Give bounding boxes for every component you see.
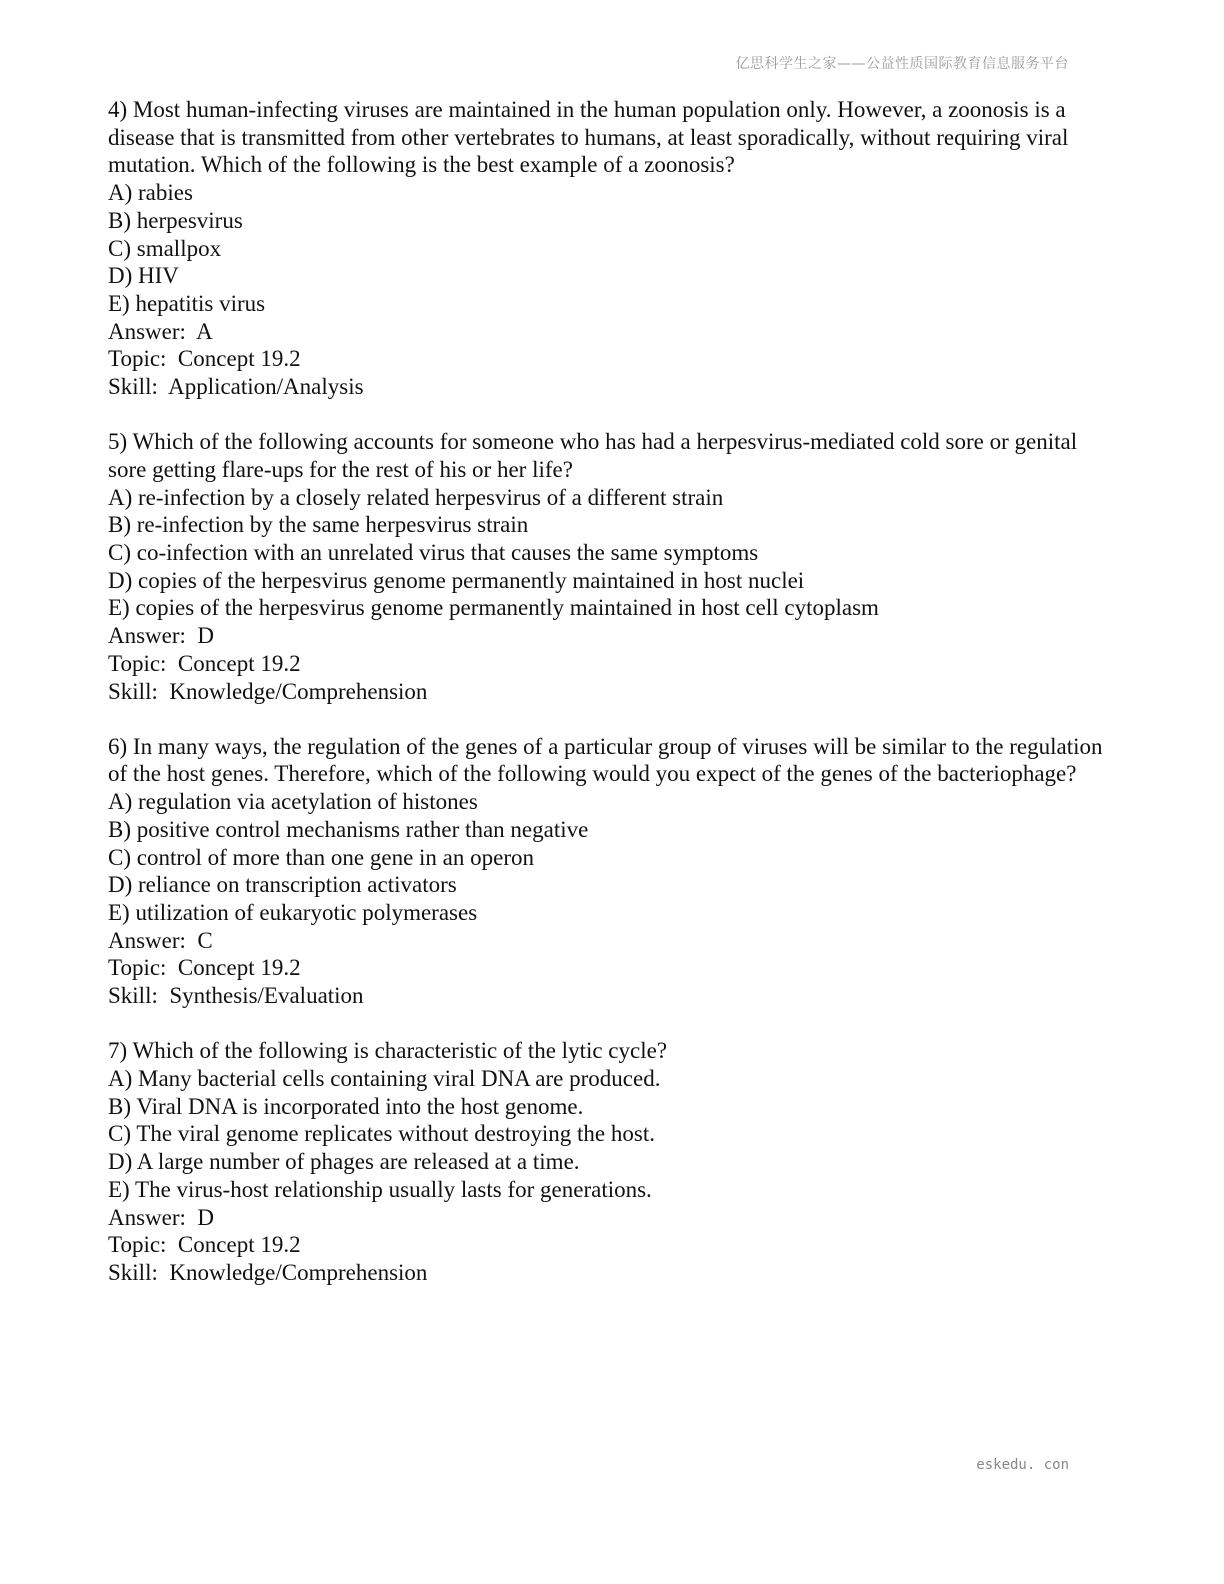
topic: Topic: Concept 19.2 <box>108 346 301 372</box>
option-a: A) regulation via acetylation of histones <box>108 789 478 815</box>
option-e: E) The virus-host relationship usually lasts for generations. <box>108 1176 652 1202</box>
question-list <box>108 96 1108 1314</box>
option-c: C) The viral genome replicates without destroying the host. <box>108 1121 655 1147</box>
option-d: D) reliance on transcription activators <box>108 872 457 898</box>
topic: Topic: Concept 19.2 <box>108 650 301 676</box>
option-a: A) Many bacterial cells containing viral DNA are produced. <box>108 1066 661 1091</box>
topic: Topic: Concept 19.2 <box>108 1232 301 1258</box>
option-b: B) Viral DNA is incorporated into the host genome. <box>108 1093 584 1119</box>
option-d: D) HIV <box>108 263 179 289</box>
option-c: C) smallpox <box>108 235 222 261</box>
option-b: B) positive control mechanisms rather than negative <box>108 816 589 842</box>
option-c: C) co-infection with an unrelated virus that causes the same symptoms <box>108 540 759 566</box>
option-e: E) copies of the herpesvirus genome permanently maintained in host cell cytoplasm <box>108 595 879 621</box>
skill: Skill: Knowledge/Comprehension <box>108 678 428 704</box>
skill: Skill: Synthesis/Evaluation <box>108 983 364 1009</box>
option-c: C) control of more than one gene in an operon <box>108 844 535 870</box>
answer: Answer: C <box>108 927 213 953</box>
footer-watermark: eskedu. con <box>976 1457 1069 1473</box>
option-e: E) utilization of eukaryotic polymerases <box>108 899 478 925</box>
option-a: A) re-infection by a closely related herpesvirus of a different strain <box>108 484 724 510</box>
answer: Answer: A <box>108 318 213 344</box>
question-7 <box>108 1037 1108 1286</box>
option-a: A) rabies <box>108 180 193 206</box>
option-e: E) hepatitis virus <box>108 290 266 316</box>
question-stem: 7) Which of the following is characteristic of the lytic cycle? <box>108 1038 668 1064</box>
question-6 <box>108 733 1108 1010</box>
question-4 <box>108 96 1108 401</box>
option-b: B) herpesvirus <box>108 207 243 233</box>
answer: Answer: D <box>108 1204 215 1230</box>
question-stem: 6) In many ways, the regulation of the genes of a particular group of viruses will be similar to the regulation of the host genes. Therefore, which of the following would you expect of the genes of the bacteriophage? <box>108 733 1103 787</box>
header-watermark: 亿思科学生之家——公益性质国际教育信息服务平台 <box>735 56 1069 72</box>
option-d: D) A large number of phages are released at a time. <box>108 1149 580 1175</box>
option-b: B) re-infection by the same herpesvirus strain <box>108 512 529 538</box>
skill: Skill: Knowledge/Comprehension <box>108 1259 428 1285</box>
skill: Skill: Application/Analysis <box>108 374 364 400</box>
topic: Topic: Concept 19.2 <box>108 955 301 981</box>
question-stem: 5) Which of the following accounts for someone who has had a herpesvirus-mediated cold sore or genital sore getting flare-ups for the rest of his or her life? <box>108 429 1078 482</box>
answer: Answer: D <box>108 623 215 649</box>
option-d: D) copies of the herpesvirus genome permanently maintained in host nuclei <box>108 567 805 593</box>
question-stem: 4) Most human-infecting viruses are maintained in the human population only. However, a zoonosis is a disease that is transmitted from other vertebrates to humans, at least sporadically, without requiring viral mutation. Which of the following is the best example of a zoonosis? <box>108 97 1069 178</box>
question-5 <box>108 428 1108 705</box>
